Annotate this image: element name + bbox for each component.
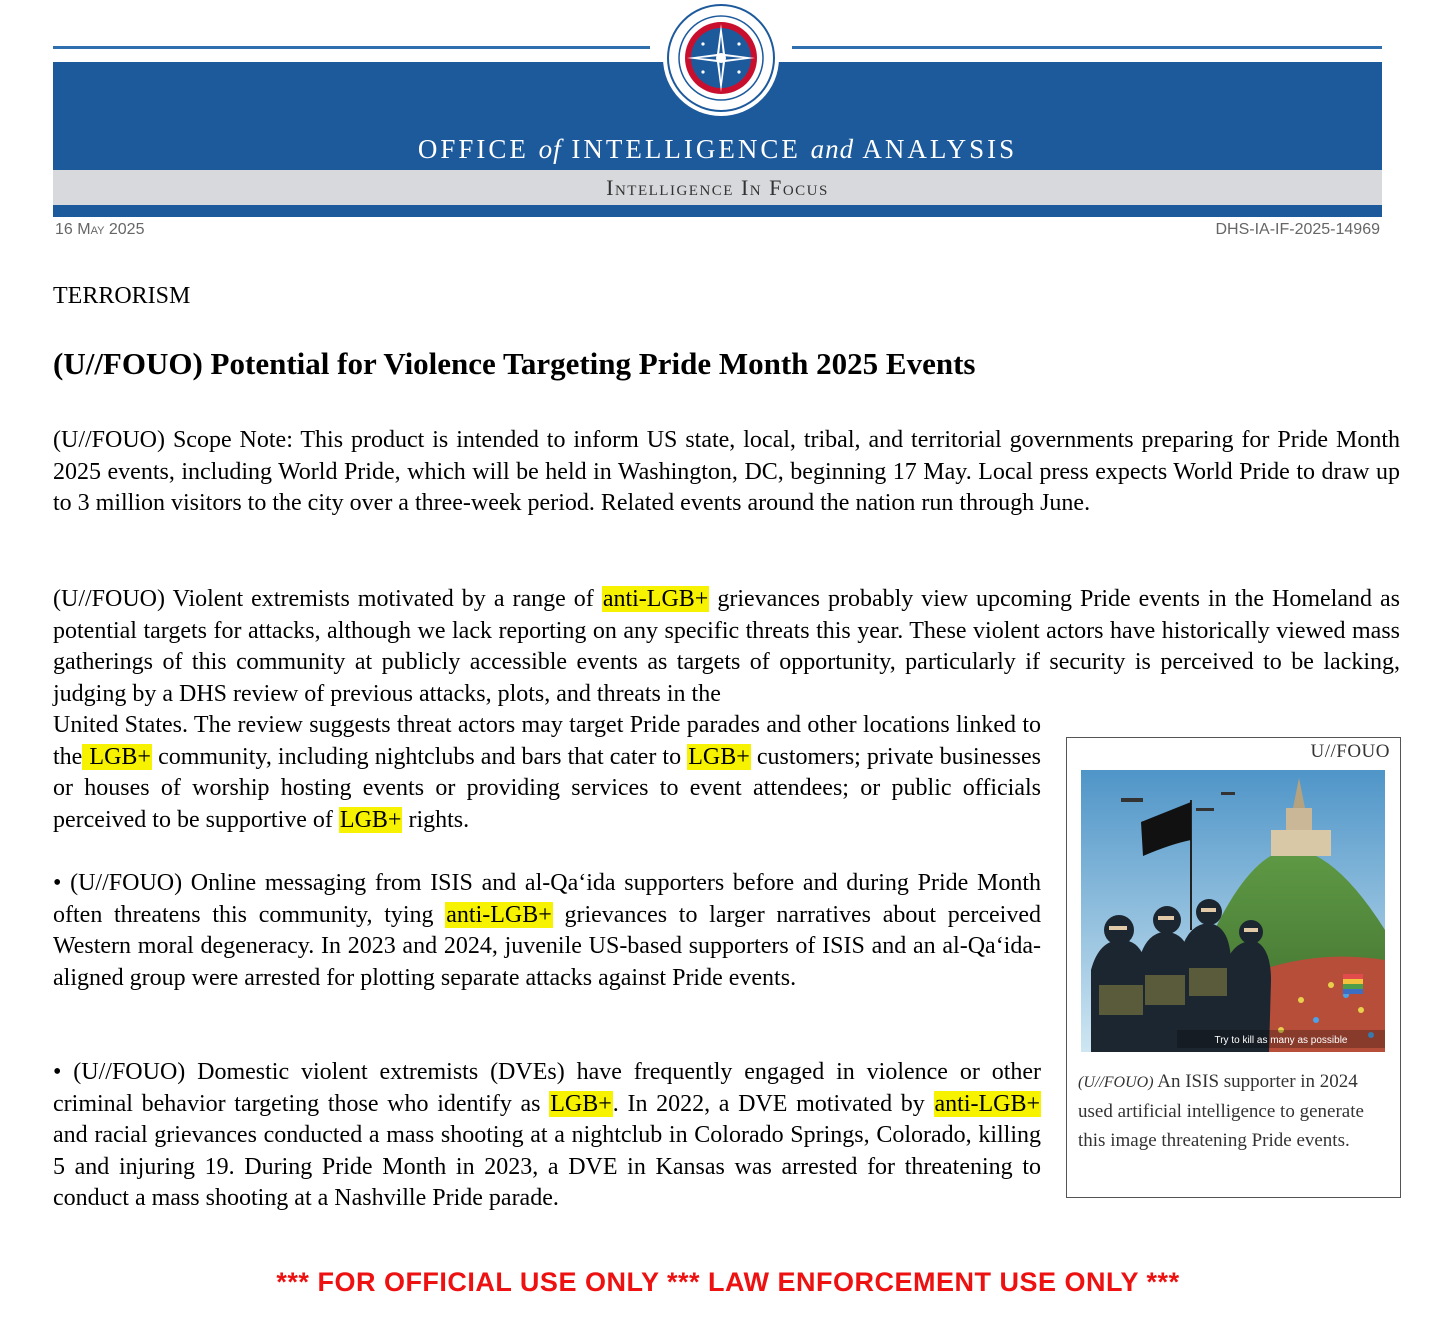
key-judgment-paragraph-continued: United States. The review suggests threat actors may target Pride parades and other locations linked to the LGB+ community, including nightclubs and bars that cater to LGB+ customers; private businesses or houses of worship hosting events or providing services to event attendees; or public officials perceived to be supportive of LGB+ rights. — [53, 712, 1041, 833]
document-title: (U//FOUO) Potential for Violence Targeting Pride Month 2025 Events — [53, 346, 976, 381]
highlight: LGB+ — [688, 743, 750, 770]
document-id: DHS-IA-IF-2025-14969 — [1215, 221, 1380, 238]
highlight: anti-LGB+ — [934, 1090, 1041, 1117]
highlight: LGB+ — [339, 806, 402, 833]
figure-image — [1081, 770, 1385, 1052]
key-judgment-paragraph: (U//FOUO) Violent extremists motivated by a range of anti-LGB+ grievances probably view upcoming Pride events in the Homeland as potential targets for attacks, although we lack reporting on any specific threats this year. These violent actors have historically viewed mass gatherings of this community at publicly accessible events as targets of opportunity, particularly if security is perceived to be lacking, judging by a DHS review of previous attacks, plots, and threats in the — [53, 586, 1400, 707]
highlight: anti-LGB+ — [446, 901, 552, 928]
publication-date: 16 May 2025 — [55, 221, 145, 238]
figure-classification: U//FOUO — [1310, 741, 1390, 762]
highlight: anti-LGB+ — [602, 586, 709, 612]
header-bottom-bar — [53, 205, 1382, 217]
bullet-isis: • (U//FOUO) Online messaging from ISIS and al-Qa‘ida supporters before and during Pride Month often threatens this community, tying anti-LGB+ grievances to larger narratives about perceived Western moral degeneracy. In 2023 and 2024, juvenile US-based supporters of ISIS and an al-Qa‘ida-aligned group were arrested for plotting separate attacks against Pride events. — [53, 870, 1042, 991]
header-rule-left — [53, 46, 650, 49]
office-title: OFFICE of INTELLIGENCE and ANALYSIS — [417, 134, 1018, 164]
highlight: LGB+ — [550, 1090, 612, 1117]
image-subtitle: Try to kill as many as possible — [1214, 1035, 1348, 1046]
header-rule-right — [792, 46, 1382, 49]
figure-caption: (U//FOUO) An ISIS supporter in 2024 used artificial intelligence to generate this image threatening Pride events. — [1078, 1071, 1364, 1151]
bullet-dve: • (U//FOUO) Domestic violent extremists (DVEs) have frequently engaged in violence or other criminal behavior targeting those who identify as LGB+. In 2022, a DVE motivated by anti-LGB+ and racial grievances conducted a mass shooting at a nightclub in Colorado Springs, Colorado, killing 5 and injuring 19. During Pride Month in 2023, a DVE in Kansas was arrested for threatening to conduct a mass shooting at a Nashville Pride parade. — [53, 1059, 1041, 1211]
product-line: Intelligence In Focus — [606, 175, 829, 200]
section-label: TERRORISM — [53, 283, 191, 309]
figure-box — [1066, 737, 1401, 1198]
highlight: LGB+ — [83, 743, 151, 770]
dhs-seal-logo — [655, 0, 787, 120]
scope-note: (U//FOUO) Scope Note: This product is intended to inform US state, local, tribal, and territorial governments preparing for Pride Month 2025 events, including World Pride, which will be held in Washington, DC, beginning 17 May. Local press expects World Pride to draw up to 3 million visitors to the city over a three-week period. Related events around the nation run through June. — [53, 427, 1400, 516]
handling-warning: *** FOR OFFICIAL USE ONLY *** LAW ENFORCEMENT USE ONLY *** — [276, 1267, 1180, 1297]
